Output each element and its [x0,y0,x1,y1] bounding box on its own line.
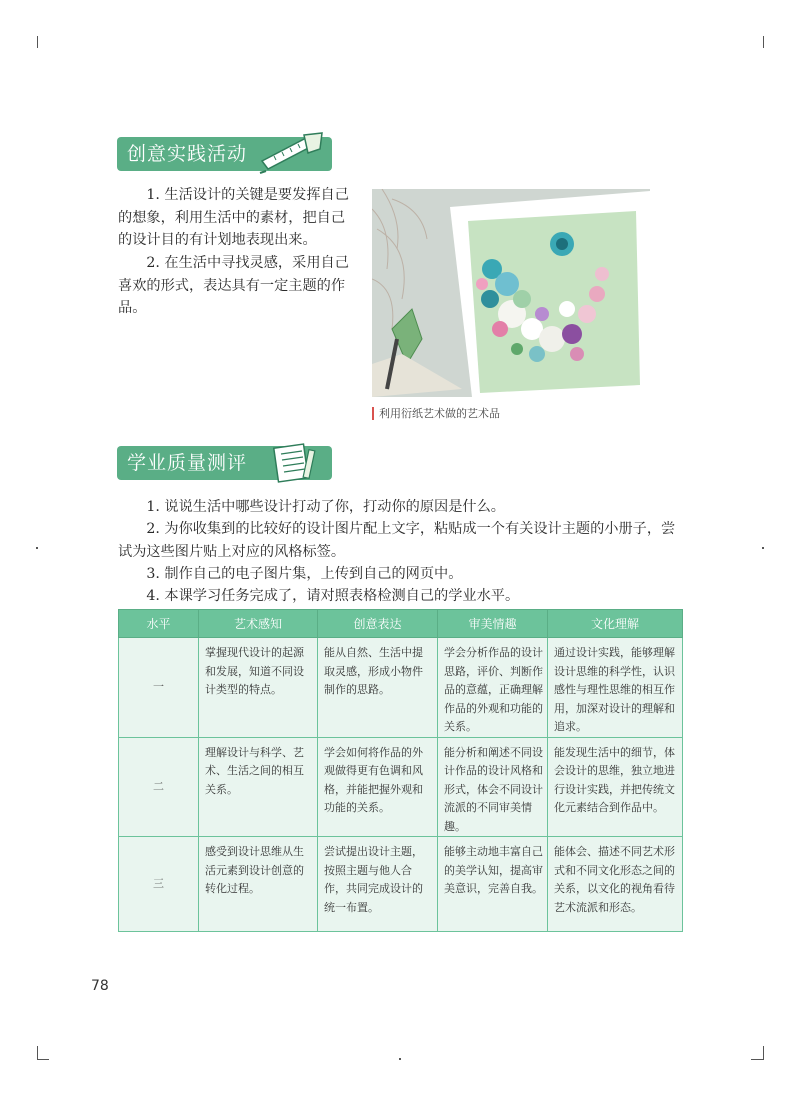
table-row [119,837,683,932]
header-cultural-understanding: 文化理解 [548,610,683,638]
table-row [119,638,683,738]
table-cell: 理解设计与科学、艺术、生活之间的相互关系。 [199,737,318,837]
image-caption: 利用衍纸艺术做的艺术品 [372,407,500,420]
header-level: 水平 [119,610,199,638]
activity-title: 创意实践活动 [127,143,248,165]
table-cell: 学会分析作品的设计思路，评价、判断作品的意蕴，正确理解作品的外观和功能的关系。 [438,638,548,738]
crop-mark-bottom-right-h [751,1059,763,1060]
assessment-banner [117,446,332,480]
header-art-perception: 艺术感知 [199,610,318,638]
table-header-row [119,610,683,638]
table-cell: 学会如何将作品的外观做得更有色调和风格，并能把握外观和功能的关系。 [318,737,438,837]
assessment-question-1: 1. 说说生活中哪些设计打动了你，打动你的原因是什么。 [146,499,505,515]
assessment-question-4: 4. 本课学习任务完成了，请对照表格检测自己的学业水平。 [146,588,520,604]
table-cell: 掌握现代设计的起源和发展，知道不同设计类型的特点。 [199,638,318,738]
page-number: 78 [91,978,109,994]
table-row [119,737,683,837]
table-cell: 能从自然、生活中提取灵感，形成小物件制作的思路。 [318,638,438,738]
table-cell: 通过设计实践，能够理解设计思维的科学性，认识感性与理性思维的相互作用，加深对设计的理解和追求。 [548,638,683,738]
activity-paragraph-2: 2. 在生活中寻找灵感，采用自己喜欢的形式，表达具有一定主题的作品。 [118,255,349,316]
quilling-artwork-image [372,189,650,397]
crop-mark-bottom-center [399,1058,401,1060]
table-cell: 能分析和阐述不同设计作品的设计风格和形式，体会不同设计流派的不同审美情趣。 [438,737,548,837]
crop-mark-bottom-left-h [37,1059,49,1060]
notebook-pen-icon [266,442,326,495]
table-cell: 能发现生活中的细节，体会设计的思维，独立地进行设计实践，并把传统文化元素结合到作品中。 [548,737,683,837]
assessment-question-2: 2. 为你收集到的比较好的设计图片配上文字，粘贴成一个有关设计主题的小册子，尝试为这些图片贴上对应的风格标签。 [118,521,676,560]
level-cell: 三 [119,837,199,932]
crop-mark-bottom-left [37,1046,38,1060]
ruler-pencil-icon [256,131,326,186]
crop-mark-mid-left [36,547,38,549]
crop-mark-top-right [763,36,764,48]
assessment-title: 学业质量测评 [127,452,248,474]
crop-mark-mid-right [762,547,764,549]
header-aesthetic-taste: 审美情趣 [438,610,548,638]
activity-banner [117,137,332,171]
assessment-question-3: 3. 制作自己的电子图片集，上传到自己的网页中。 [146,566,463,582]
level-cell: 一 [119,638,199,738]
quality-assessment-table [118,609,683,932]
table-cell: 感受到设计思维从生活元素到设计创意的转化过程。 [199,837,318,932]
table-cell: 尝试提出设计主题，按照主题与他人合作，共同完成设计的统一布置。 [318,837,438,932]
crop-mark-bottom-right [763,1046,764,1060]
crop-mark-top-left [37,36,38,48]
level-cell: 二 [119,737,199,837]
table-cell: 能够主动地丰富自己的美学认知，提高审美意识，完善自我。 [438,837,548,932]
header-creative-expression: 创意表达 [318,610,438,638]
table-cell: 能体会、描述不同艺术形式和不同文化形态之间的关系，以文化的视角看待艺术流派和形态。 [548,837,683,932]
activity-paragraph-1: 1. 生活设计的关键是要发挥自己的想象，利用生活中的素材，把自己的设计目的有计划地表现出来。 [118,187,349,248]
